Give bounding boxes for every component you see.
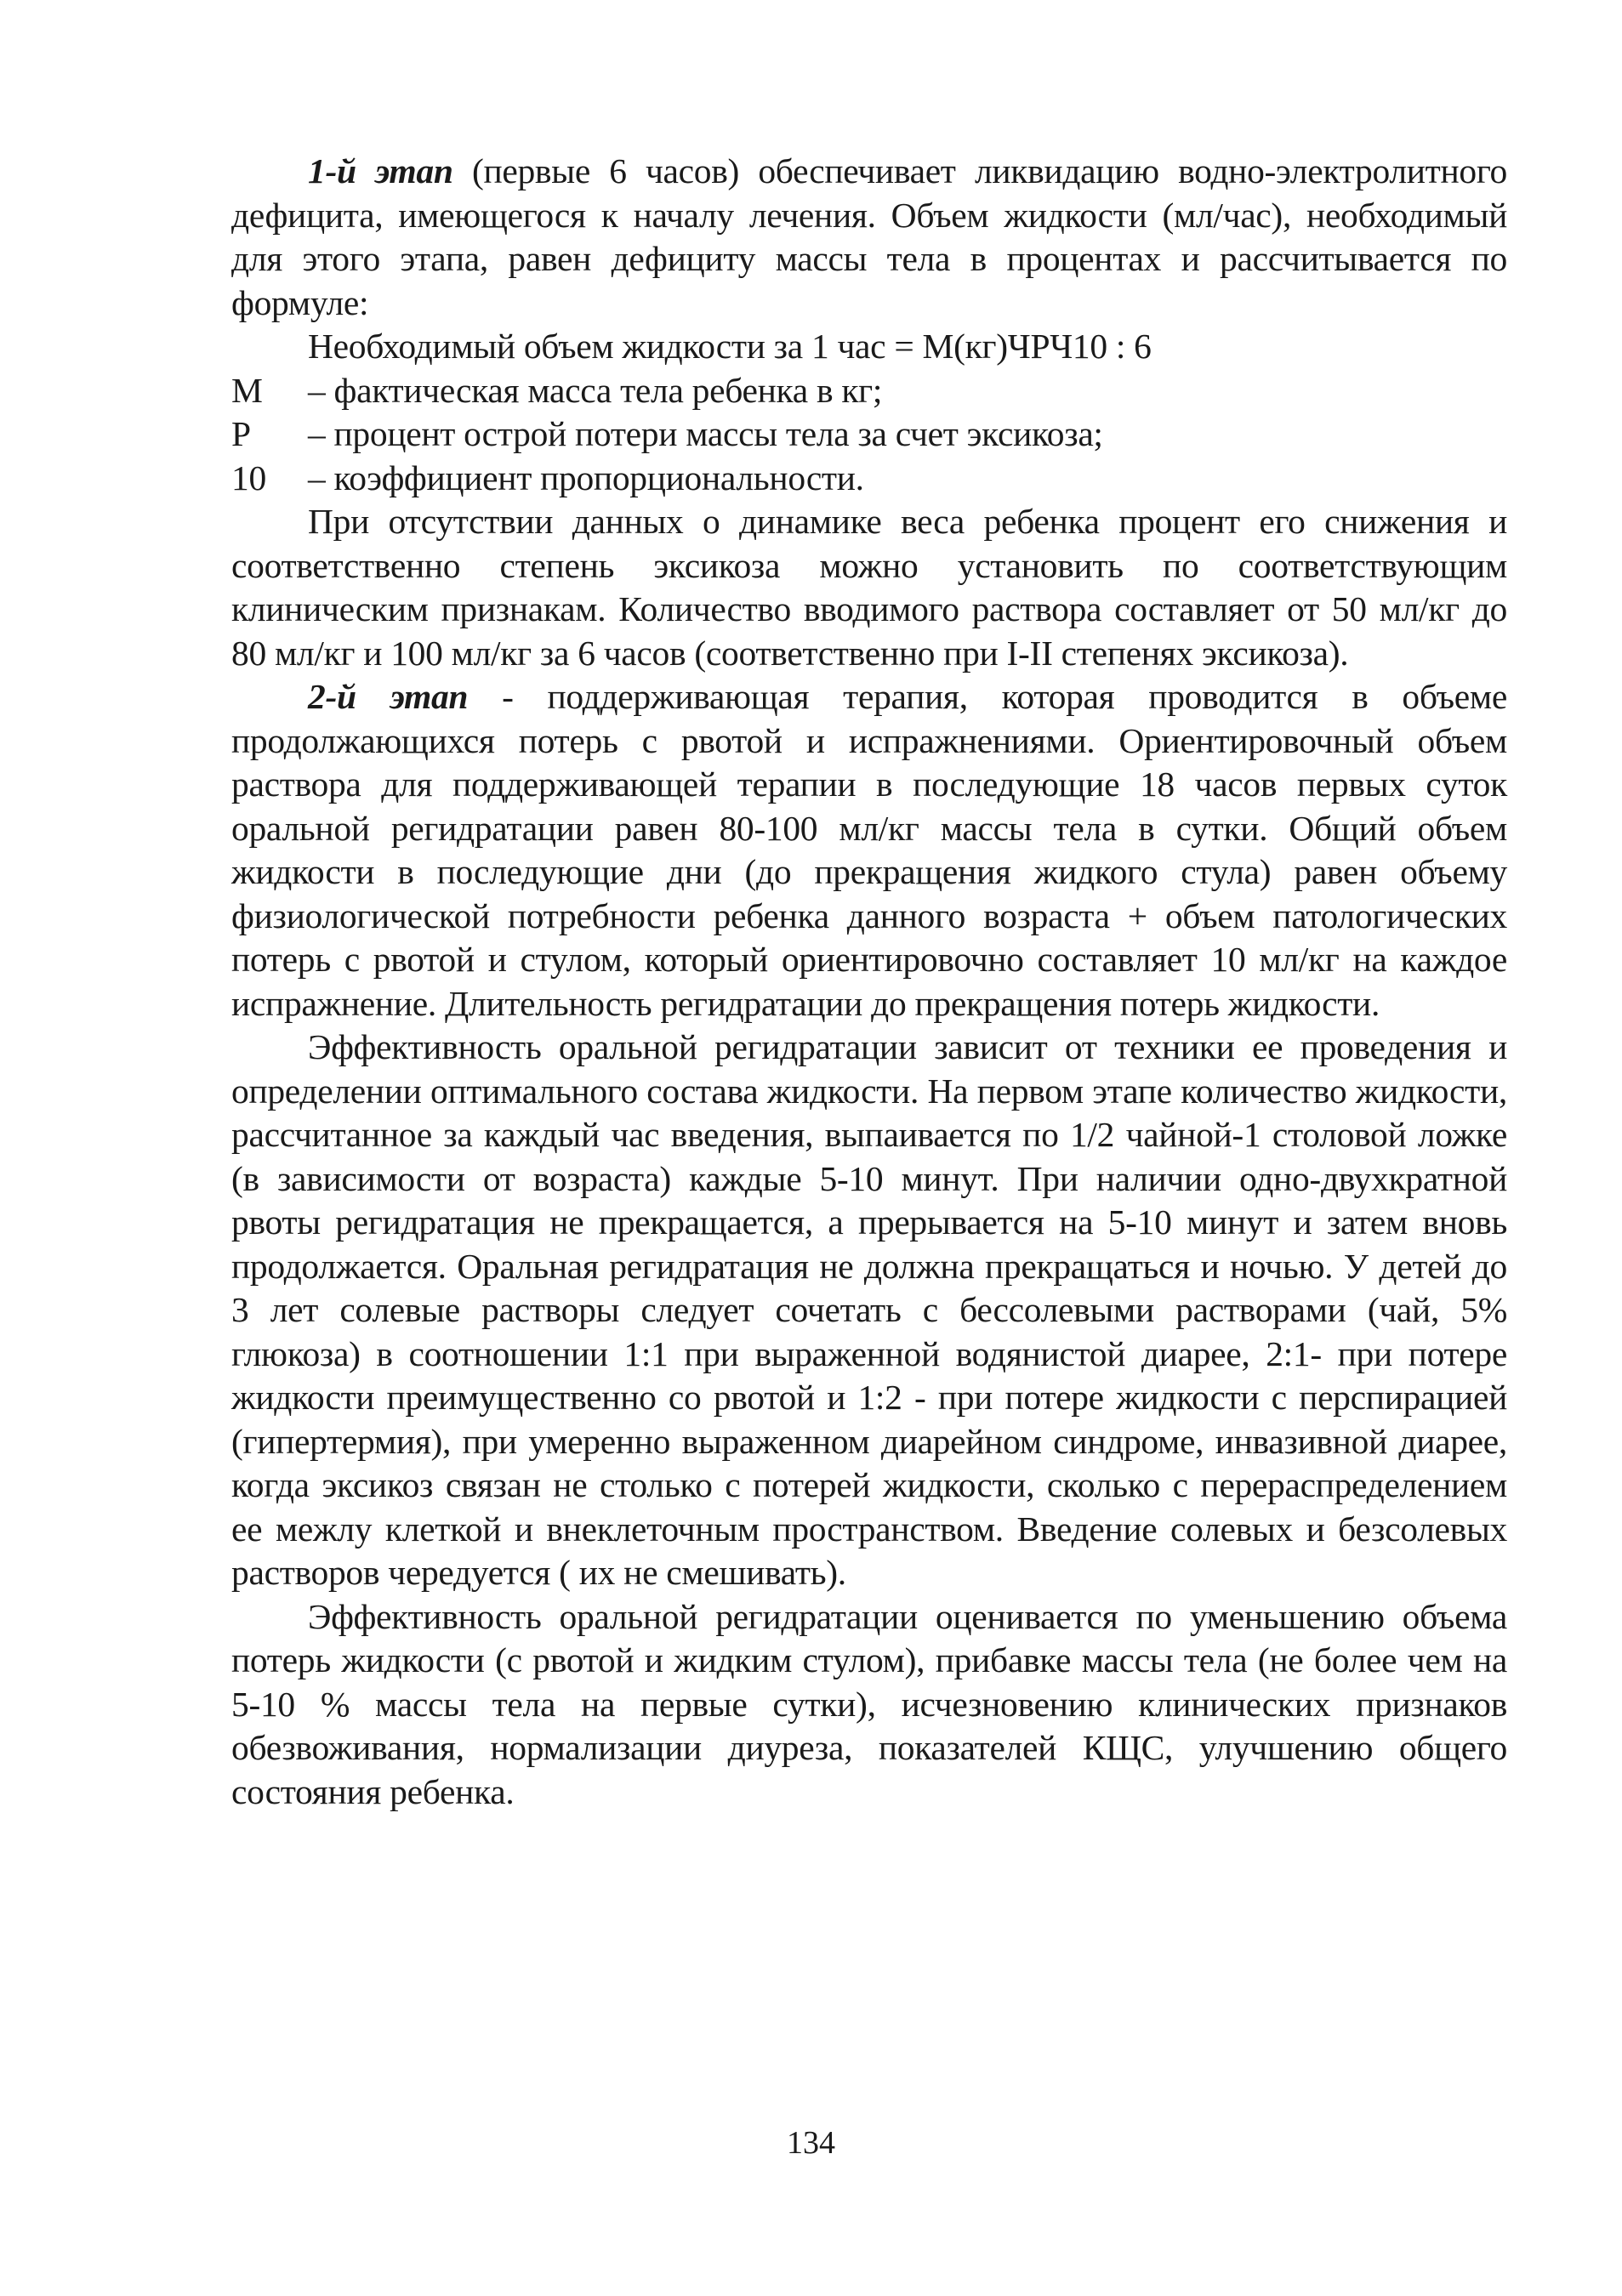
- definition-text: – коэффициент пропорциональности.: [308, 457, 864, 497]
- definition-text: – процент острой потери массы тела за счет эксикоза;: [308, 414, 1103, 453]
- definition-row: [231, 457, 1507, 501]
- paragraph-weight-dynamics: При отсутствии данных о динамике веса ребенка процент его снижения и соответственно степень эксикоза можно установить по соответствующим клиническим признакам. Количество вводимого раствора составляет от 50 мл/кг до 80 мл/кг и 100 мл/кг за 6 часов (соответственно при I-II степенях эксикоза).: [231, 502, 1507, 673]
- paragraph-stage-1: [231, 150, 1507, 325]
- definition-row: [231, 369, 1507, 413]
- paragraph-effectiveness-technique: Эффективность оральной регидратации зависит от техники ее проведения и определении оптимального состава жидкости. На первом этапе количество жидкости, рассчитанное за каждый час введения, выпаивается по 1/2 чайной-1 столовой ложке (в зависимости от возраста) каждые 5-10 минут. При наличии одно-двухкратной рвоты регидратация не прекращается, а прерывается на 5-10 минут и затем вновь продолжается. Оральная регидратация не должна прекращаться и ночью. У детей до 3 лет солевые растворы следует сочетать с бессолевыми растворами (чай, 5% глюкоза) в соотношении 1:1 при выраженной водянистой диарее, 2:1- при потере жидкости преимущественно со рвотой и 1:2 - при потере жидкости с перспирацией (гипертермия), при умеренно выраженном диарейном синдроме, инвазивной диарее, когда эксикоз связан не столько с потерей жидкости, сколько с перераспределением ее межлу клеткой и внеклеточным пространством. Введение солевых и безсолевых растворов чередуется ( их не смешивать).: [231, 1027, 1507, 1592]
- definition-row: [231, 412, 1507, 457]
- stage-2-heading: 2-й этап: [308, 677, 469, 716]
- page-number: 134: [787, 2125, 835, 2161]
- body-text: [231, 150, 1507, 1814]
- stage-1-heading: 1-й этап: [308, 151, 453, 190]
- definition-text: – фактическая масса тела ребенка в кг;: [308, 370, 883, 410]
- paragraph-effectiveness-evaluation: Эффективность оральной регидратации оценивается по уменьшению объема потерь жидкости (с рвотой и жидким стулом), прибавке массы тела (не более чем на 5-10 % массы тела на первые сутки), исчезновению клинических признаков обезвоживания, нормализации диуреза, показателей КЩС, улучшению общего состояния ребенка.: [231, 1596, 1507, 1811]
- definition-symbol: Р: [231, 414, 251, 453]
- paragraph-stage-2: [231, 675, 1507, 1026]
- stage-1-text: (первые 6 часов) обеспечивает ликвидацию водно-электролитного дефицита, имеющегося к началу лечения. Объем жидкости (мл/час), необходимый для этого этапа, равен дефициту массы тела в процентах и рассчитывается по формуле:: [231, 151, 1507, 322]
- definition-symbol: М: [231, 370, 263, 410]
- stage-2-text: - поддерживающая терапия, которая проводится в объеме продолжающихся потерь с рвотой и испражнениями. Ориентировочный объем раствора для поддерживающей терапии в последующие 18 часов первых суток оральной регидратации равен 80-100 мл/кг массы тела в сутки. Общий объем жидкости в последующие дни (до прекращения жидкого стула) равен объему физиологической потребности ребенка данного возраста + объем патологических потерь с рвотой и стулом, который ориентировочно составляет 10 мл/кг на каждое испражнение. Длительность регидратации до прекращения потерь жидкости.: [231, 677, 1507, 1023]
- formula-line: Необходимый объем жидкости за 1 час = М(кг)ЧРЧ10 : 6: [308, 327, 1152, 366]
- definition-symbol: 10: [231, 457, 266, 497]
